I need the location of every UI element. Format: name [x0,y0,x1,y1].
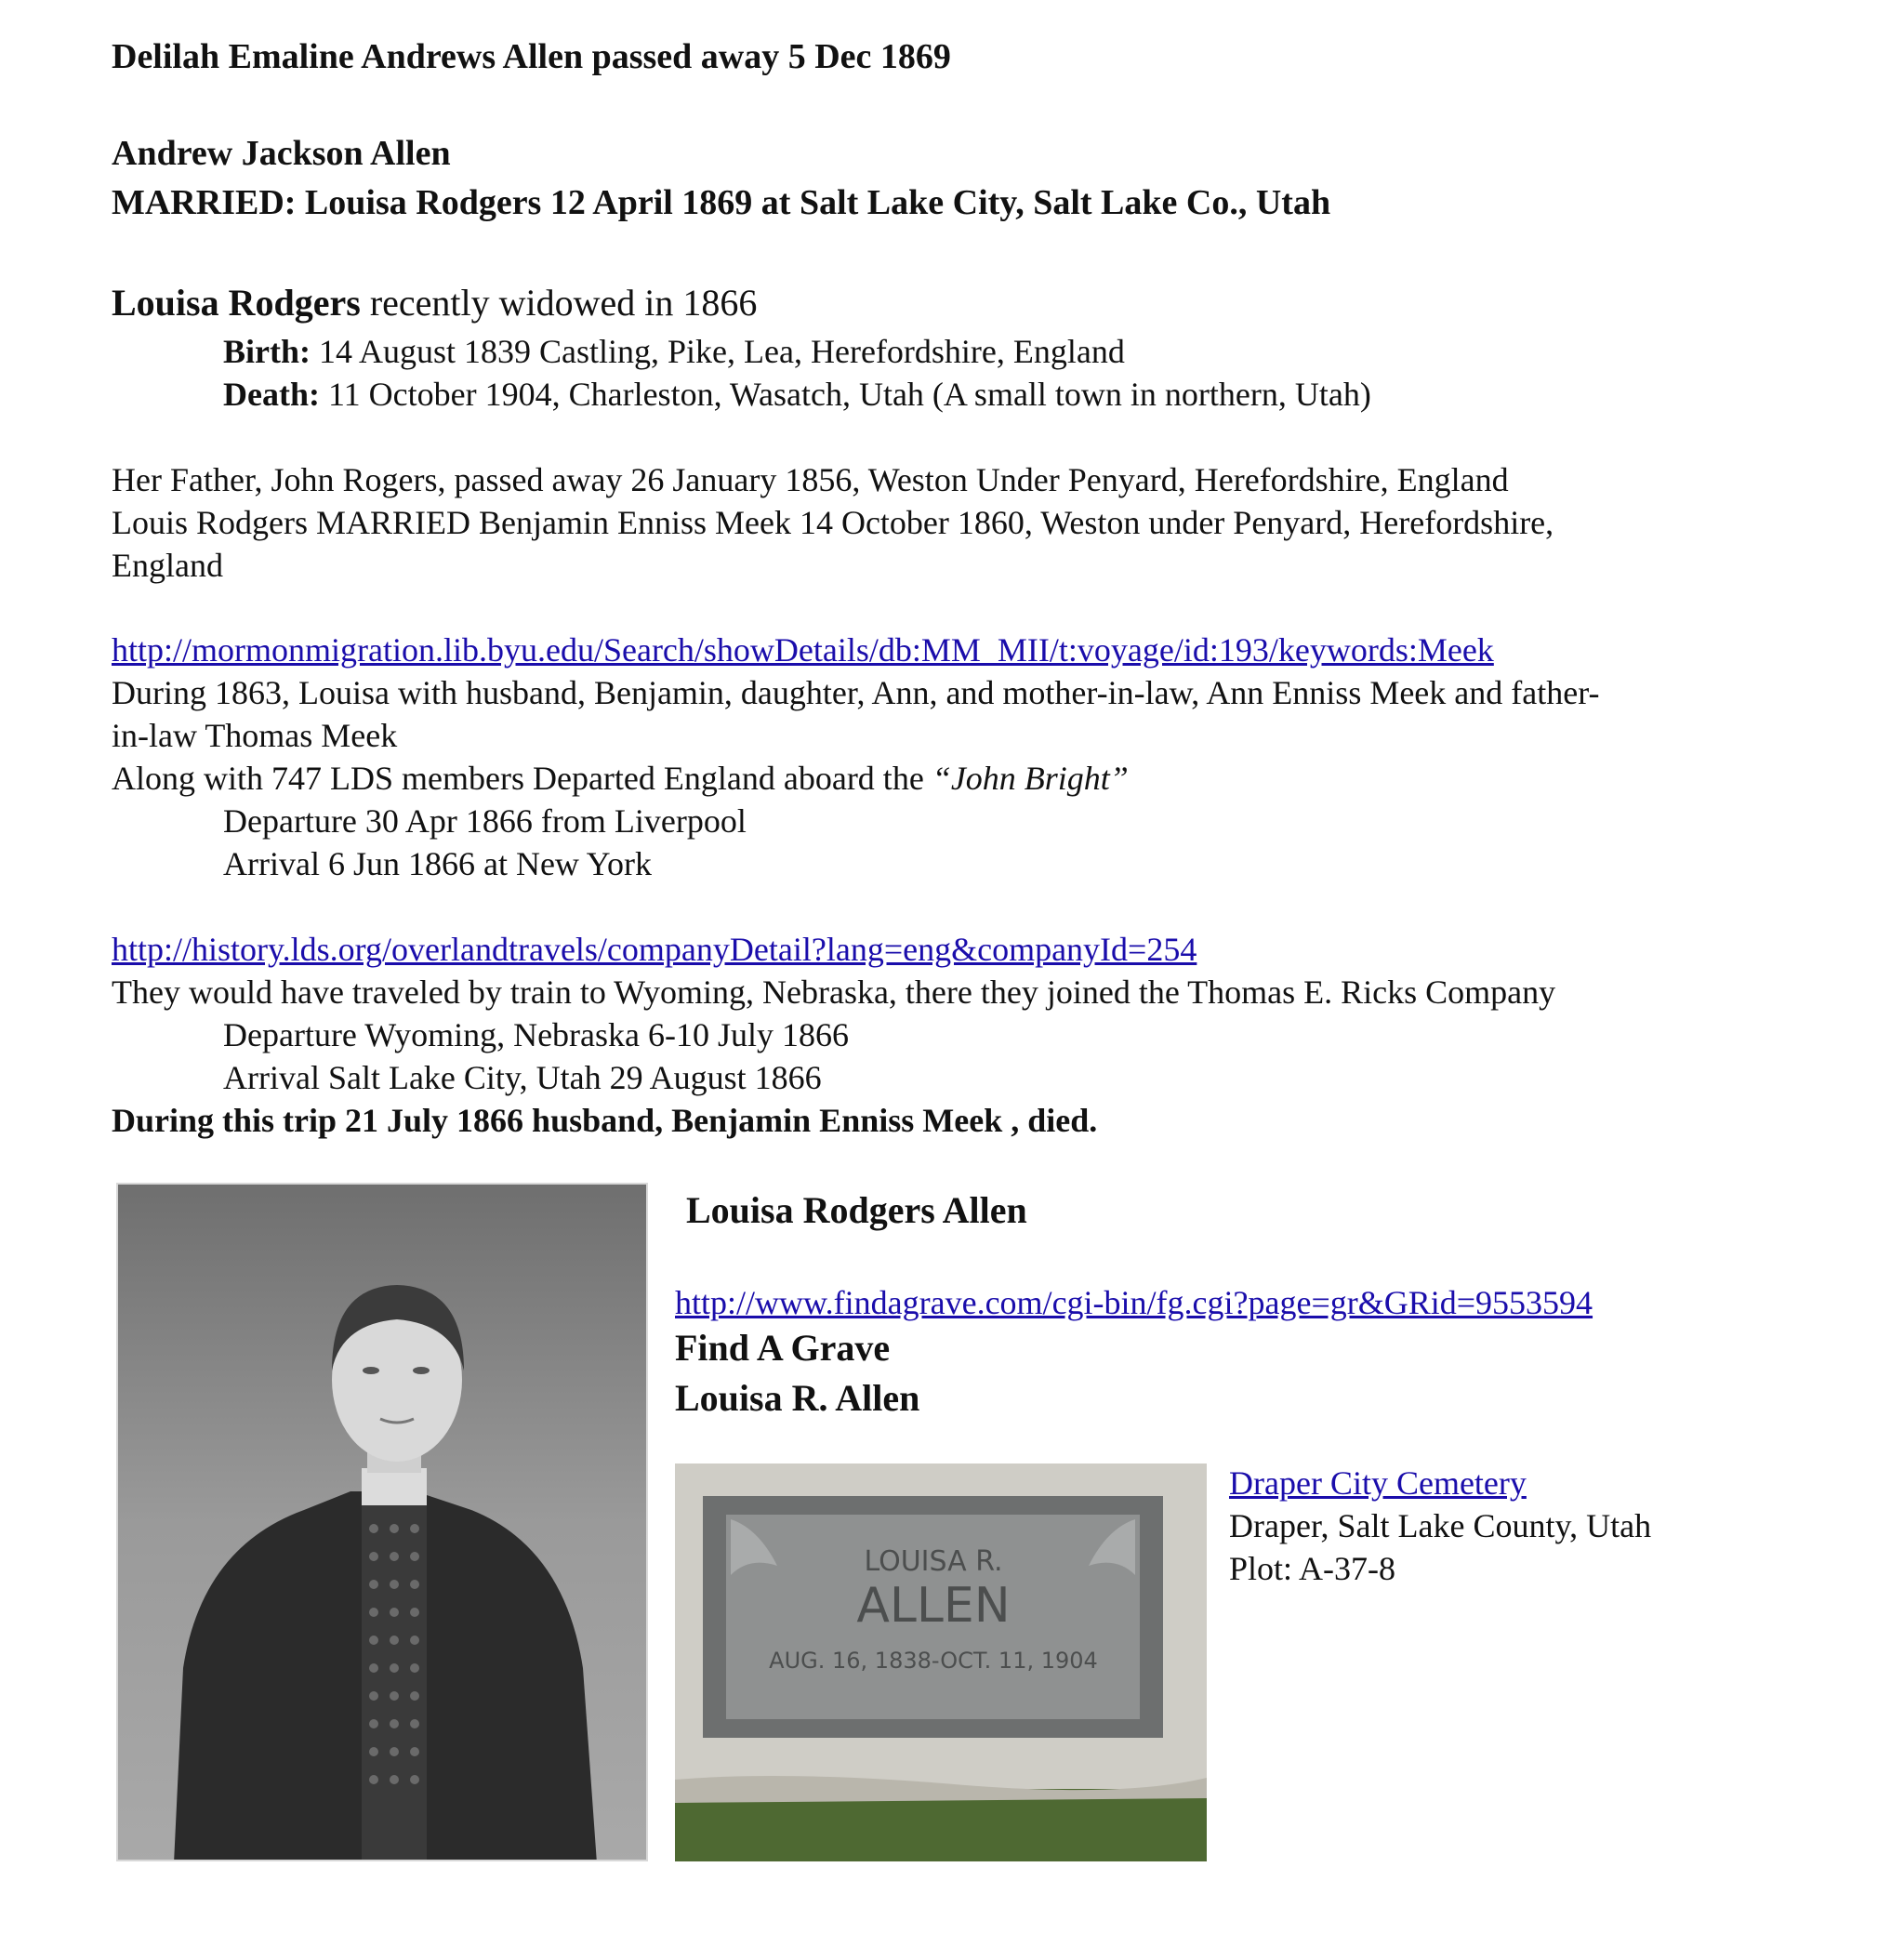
headstone-photo [675,1463,1207,1861]
father-line: Her Father, John Rogers, passed away 26 January 1856, Weston Under Penyard, Herefordshire, England [112,461,1509,498]
overland-travels-link[interactable]: http://history.lds.org/overlandtravels/companyDetail?lang=eng&companyId=254 [112,931,1197,968]
louisa-heading [112,282,758,324]
cemetery-location: Draper, Salt Lake County, Utah [1229,1507,1652,1544]
louisa-widowed-text: recently widowed in 1866 [360,282,758,324]
delilah-death-line: Delilah Emaline Andrews Allen passed away 5 Dec 1869 [112,37,951,76]
death-line [223,377,1371,411]
death-value: 11 October 1904, Charleston, Wasatch, Utah (A small town in northern, Utah) [319,376,1371,413]
voyage-line-2: in-law Thomas Meek [112,717,398,754]
departure-wyoming: Departure Wyoming, Nebraska 6-10 July 1866 [223,1016,850,1053]
headstone-illustration [675,1463,1207,1861]
married-line-1: Louis Rodgers MARRIED Benjamin Enniss Meek 14 October 1860, Weston under Penyard, Herefordshire, [112,504,1554,541]
findagrave-title: Find A Grave [675,1327,891,1369]
cemetery-plot: Plot: A-37-8 [1229,1550,1396,1587]
voyage-line-1: During 1863, Louisa with husband, Benjamin, daughter, Ann, and mother-in-law, Ann Enniss Meek and father- [112,674,1600,711]
headstone-line-2: ALLEN [856,1578,1011,1634]
trip-death-line: During this trip 21 July 1866 husband, Benjamin Enniss Meek , died. [112,1102,1098,1139]
birth-label: Birth: [223,333,311,370]
findagrave-name: Louisa R. Allen [675,1377,920,1419]
findagrave-link[interactable]: http://www.findagrave.com/cgi-bin/fg.cgi?page=gr&GRid=9553594 [675,1284,1593,1321]
grave-heading: Louisa Rodgers Allen [686,1189,1027,1231]
cemetery-link[interactable]: Draper City Cemetery [1229,1464,1527,1502]
portrait-photo [116,1183,648,1861]
train-line: They would have traveled by train to Wyoming, Nebraska, there they joined the Thomas E. Ricks Company [112,973,1556,1011]
birth-value: 14 August 1839 Castling, Pike, Lea, Herefordshire, England [311,333,1125,370]
married-line-2: England [112,547,223,584]
departure-liverpool: Departure 30 Apr 1866 from Liverpool [223,802,747,840]
andrew-name: Andrew Jackson Allen [112,134,451,173]
birth-line [223,335,1125,368]
mormon-migration-link[interactable]: http://mormonmigration.lib.byu.edu/Search/showDetails/db:MM_MII/t:voyage/id:193/keywords:Meek [112,631,1494,669]
arrival-salt-lake: Arrival Salt Lake City, Utah 29 August 1866 [223,1059,822,1096]
voyage-line-3-text: Along with 747 LDS members Departed England aboard the [112,760,932,797]
headstone-line-1: LOUISA R. [864,1545,1003,1578]
ship-name: “John Bright” [932,760,1129,797]
headstone-line-3: AUG. 16, 1838-OCT. 11, 1904 [769,1648,1098,1674]
voyage-line-3 [112,761,1129,795]
death-label: Death: [223,376,320,413]
louisa-name: Louisa Rodgers [112,282,361,324]
arrival-new-york: Arrival 6 Jun 1866 at New York [223,845,652,882]
portrait-illustration [118,1185,648,1861]
marriage-line: MARRIED: Louisa Rodgers 12 April 1869 at Salt Lake City, Salt Lake Co., Utah [112,183,1331,222]
